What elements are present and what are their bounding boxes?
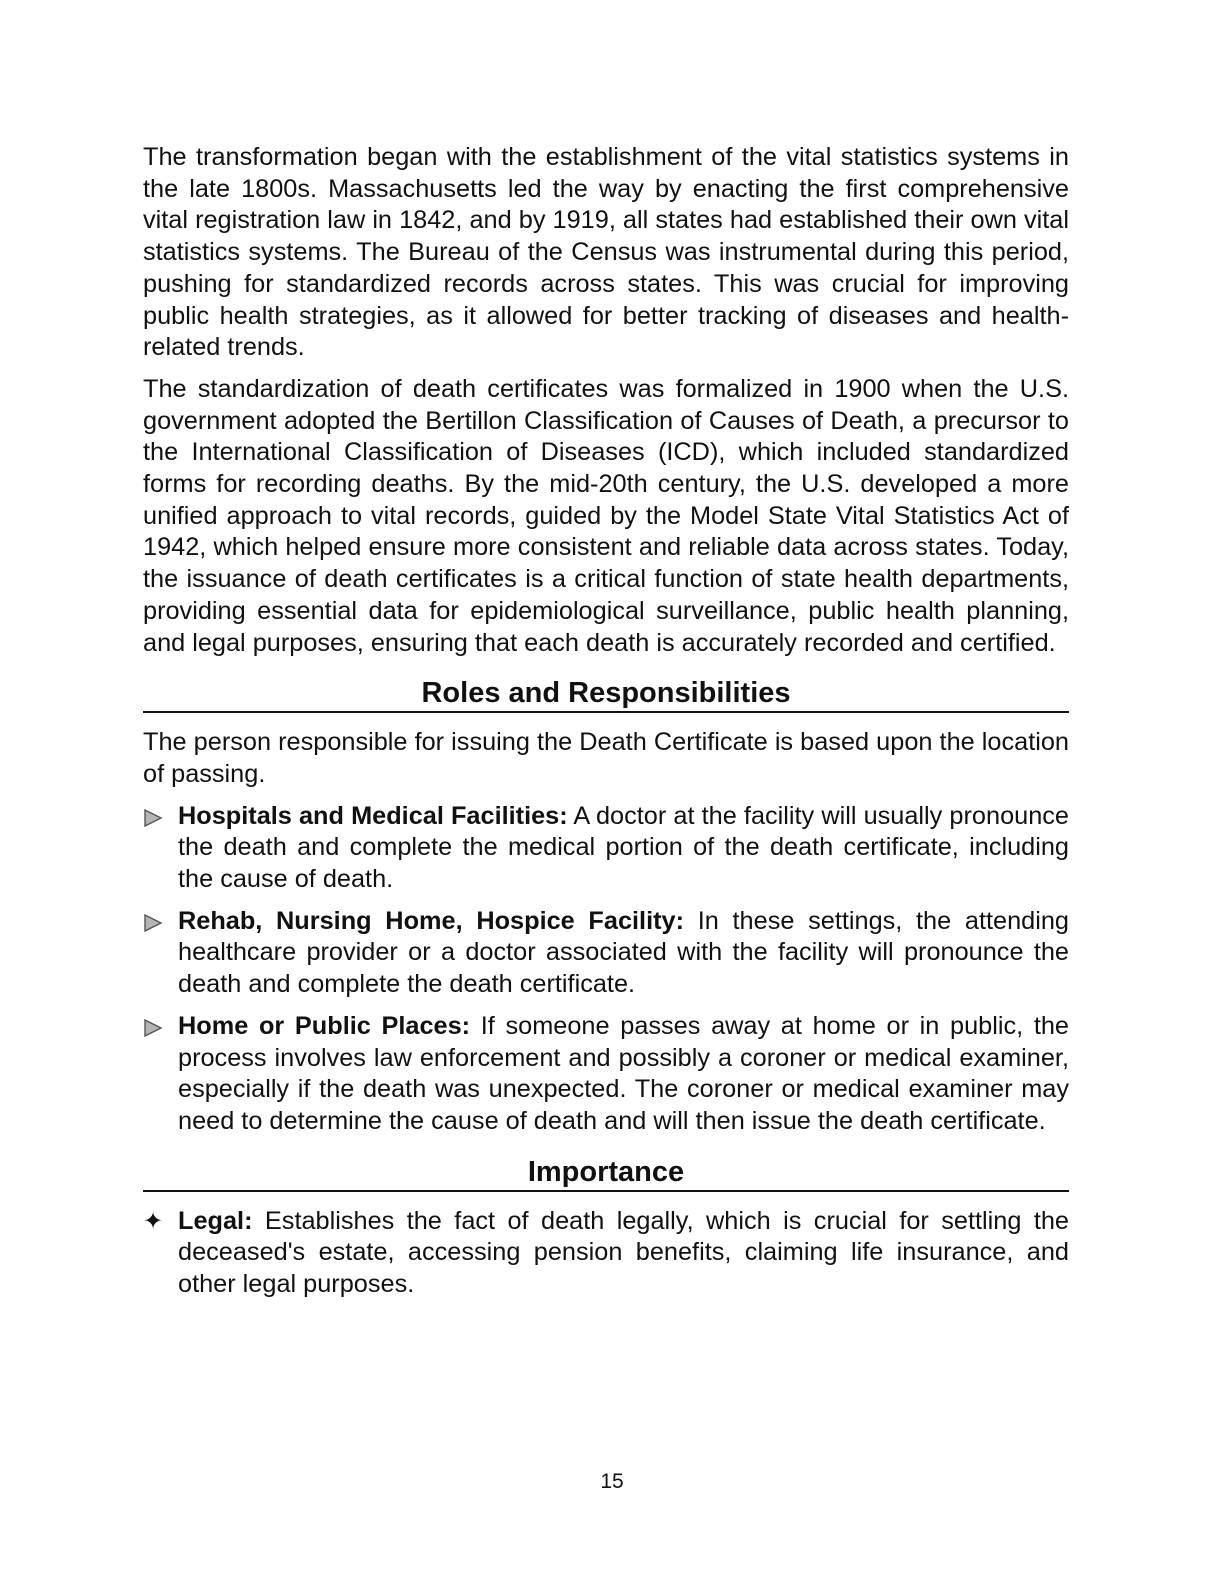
list-item — [143, 801, 1069, 896]
list-item-text: If someone passes away at home or in public, the process involves law enforcement and possibly a coroner or medical examiner, especially if the death was unexpected. The coroner or medical examiner may need to determine the cause of death and will then issue the death certificate. — [178, 1011, 1070, 1135]
list-item-lead: Rehab, Nursing Home, Hospice Facility: — [178, 906, 685, 935]
page-number: 15 — [600, 1470, 624, 1493]
triangle-bullet-icon — [143, 914, 163, 932]
star-bullet-icon: ✦ — [143, 1207, 164, 1235]
body-paragraph-standardization: The standardization of death certificates was formalized in 1900 when the U.S. government adopted the Bertillon Classification of Causes of Death, a precursor to the International Classification of Diseases (ICD), which included standardized forms for recording deaths. By the mid-20th century, the U.S. developed a more unified approach to vital records, guided by the Model State Vital Statistics Act of 1942, which helped ensure more consistent and reliable data across states. Today, the issuance of death certificates is a critical function of state health departments, providing essential data for epidemiological surveillance, public health planning, and legal purposes, ensuring that each death is accurately recorded and certified. — [143, 374, 1069, 657]
triangle-bullet-icon — [143, 1019, 163, 1037]
list-item — [143, 1206, 1069, 1301]
list-item-lead: Home or Public Places: — [178, 1011, 471, 1040]
list-item-lead: Legal: — [178, 1206, 253, 1235]
section-heading-roles: Roles and Responsibilities — [143, 675, 1069, 713]
list-item-lead: Hospitals and Medical Facilities: — [178, 801, 568, 830]
body-paragraph-history: The transformation began with the establishment of the vital statistics systems in the late 1800s. Massachusetts led the way by enacting the first comprehensive vital registration law in 1842, and by 1919, all states had established their own vital statistics systems. The Bureau of the Census was instrumental during this period, pushing for standardized records across states. This was crucial for improving public health strategies, as it allowed for better tracking of diseases and health-related trends. — [143, 143, 1069, 362]
importance-list — [143, 1206, 1069, 1301]
roles-list — [143, 801, 1069, 1138]
list-item-text: A doctor at the facility will usually pronounce the death and complete the medical portion of the death certificate, including the cause of death. — [178, 801, 1069, 894]
page-content — [143, 142, 1069, 1311]
roles-intro: The person responsible for issuing the Death Certificate is based upon the location of passing. — [143, 728, 1069, 788]
list-item-text: Establishes the fact of death legally, which is crucial for settling the deceased's estate, accessing pension benefits, claiming life insurance, and other legal purposes. — [178, 1206, 1069, 1299]
list-item-text: In these settings, the attending healthcare provider or a doctor associated with the facility will pronounce the death and complete the death certificate. — [178, 906, 1069, 999]
list-item — [143, 1011, 1069, 1138]
list-item — [143, 906, 1069, 1001]
section-heading-importance: Importance — [143, 1154, 1069, 1192]
triangle-bullet-icon — [143, 809, 163, 827]
